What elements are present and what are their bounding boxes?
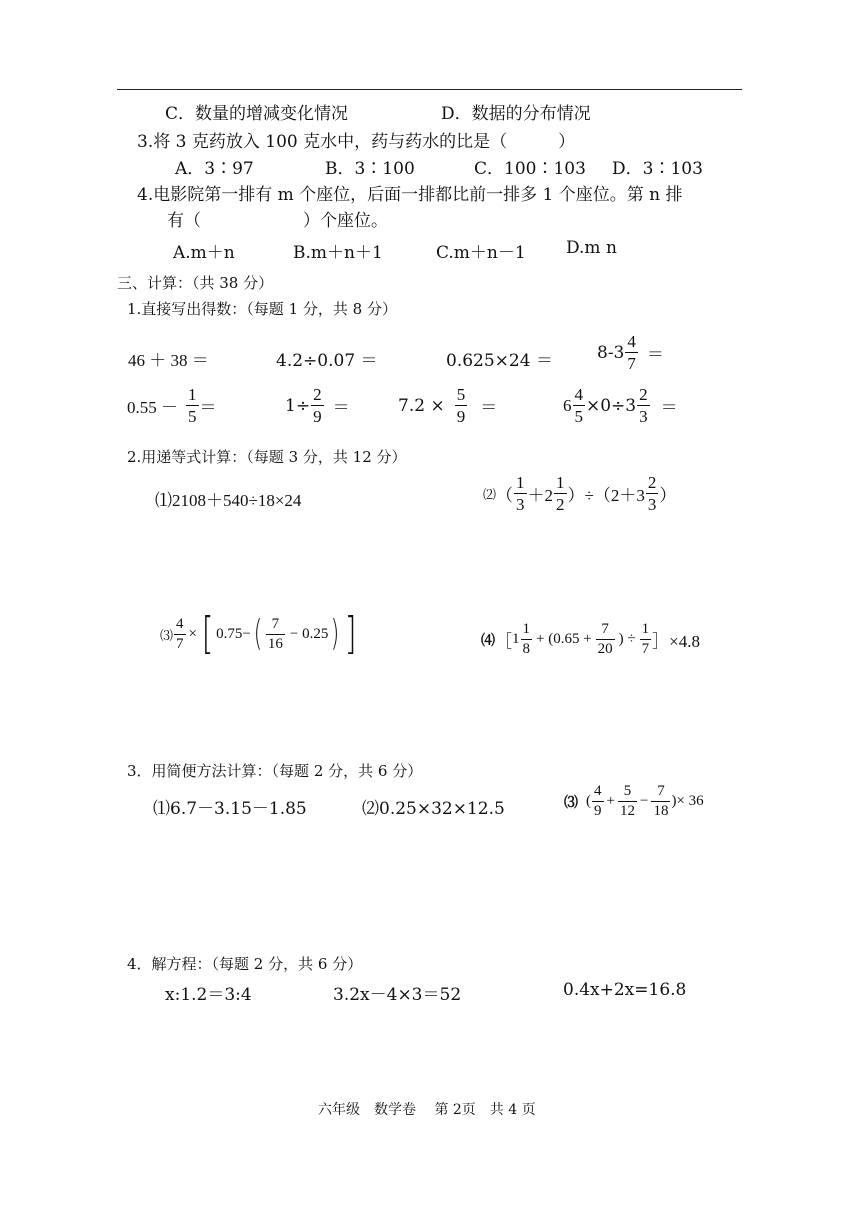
p1-expr-7-fraction (455, 386, 468, 425)
q2-option-c: C．数量的增减变化情况 (165, 104, 349, 124)
p1-expr-5-pre: 0.55 － (127, 398, 178, 417)
p3-expr-3-open: ( (586, 793, 591, 809)
p2-expr-2-fraction-2 (554, 474, 567, 513)
right-paren-icon: ) (331, 613, 340, 654)
numerator: 1 (641, 621, 650, 637)
p1-expr-7-pre: 7.2 × (398, 395, 445, 416)
part2-title: 2.用递等式计算：（每题 3 分，共 12 分） (127, 448, 407, 466)
p1-expr-8-fraction-2 (637, 386, 650, 425)
p1-expr-2: 4.2÷0.07 ＝ (276, 351, 378, 371)
p1-expr-4-fraction (625, 333, 638, 372)
p4-equation-3: 0.4x+2x=16.8 (563, 980, 687, 1000)
q3-option-d: D．3∶103 (612, 159, 703, 179)
denominator: 12 (619, 803, 635, 819)
p1-expr-7-post: ＝ (480, 398, 498, 418)
p1-expr-5-post: ＝ (199, 398, 217, 417)
p2-expr-4-label: ⑷ (481, 633, 495, 649)
p2-expr-2-plus: ＋2 (527, 486, 554, 505)
numerator: 1 (522, 621, 530, 637)
q4-option-b: B.m＋n＋1 (293, 243, 383, 263)
numerator: 5 (623, 783, 632, 799)
section-three-title: 三、计算：（共 38 分） (117, 274, 274, 292)
p3-expr-3-label: ⑶ (564, 795, 578, 811)
p2-expr-3 (160, 608, 360, 659)
p2-expr-2-open: （ (496, 486, 514, 505)
p1-expr-6-post: ＝ (332, 398, 350, 418)
part4-title: 4．解方程：（每题 2 分，共 6 分） (127, 955, 363, 973)
q2-option-d: D．数据的分布情况 (441, 104, 591, 124)
p4-equation-2: 3.2x－4×3＝52 (333, 985, 462, 1005)
p2-expr-4-whole: 1 (512, 631, 520, 647)
denominator: 5 (574, 407, 583, 426)
p2-expr-2-label: ⑵ (483, 487, 497, 502)
p1-expr-7 (398, 386, 497, 425)
p3-expr-2: ⑵0.25×32×12.5 (362, 799, 505, 819)
p1-expr-8-fraction-1 (573, 386, 586, 425)
denominator: 7 (641, 641, 650, 657)
numerator: 2 (639, 385, 648, 404)
numerator: 7 (657, 783, 665, 799)
p2-expr-3-label: ⑶ (160, 627, 174, 643)
numerator: 1 (188, 385, 197, 404)
q4-option-d: D.m n (566, 238, 617, 258)
numerator: 2 (313, 385, 322, 404)
p3-expr-3-fraction-3 (651, 784, 670, 819)
q4-text-line1: 4.电影院第一排有 m 个座位，后面一排都比前一排多 1 个座位。第 n 排 (137, 185, 683, 205)
p2-expr-2-fraction-1 (514, 474, 527, 513)
p1-expr-4-post: ＝ (646, 345, 664, 365)
p3-expr-3-minus: − (639, 793, 649, 809)
p1-expr-8-whole: 6 (563, 395, 572, 415)
numerator: 1 (556, 473, 565, 492)
p1-expr-1: 46 ＋ 38 ＝ (128, 351, 209, 370)
p2-expr-3-fraction-2 (266, 617, 285, 652)
q3-option-a: A．3∶97 (175, 159, 254, 179)
q4-text-line2: 有（ ）个座位。 (167, 211, 388, 231)
p3-expr-1: ⑴6.7－3.15－1.85 (153, 799, 307, 819)
numerator: 4 (594, 783, 602, 799)
page-footer: 六年级 数学卷 第 2页 共 4 页 (318, 1102, 536, 1118)
p2-expr-3-b: − 0.25 (289, 625, 329, 642)
p2-expr-2-end: ） (659, 486, 677, 505)
q3-option-c: C．100∶103 (474, 159, 586, 179)
numerator: 7 (601, 621, 609, 637)
q4-option-a: A.m＋n (173, 243, 235, 263)
p2-expr-2-fraction-3 (646, 474, 659, 513)
q3-option-b: B．3∶100 (325, 159, 415, 179)
denominator: 2 (556, 495, 565, 514)
p2-expr-4-fraction-1 (521, 622, 533, 657)
denominator: 9 (313, 407, 322, 426)
p2-expr-3-times: × (188, 625, 197, 642)
p1-expr-8-mid: ×0÷3 (586, 395, 637, 416)
numerator: 7 (271, 615, 280, 632)
p1-expr-6 (285, 386, 350, 425)
part3-title: 3．用简便方法计算：（每题 2 分，共 6 分） (127, 762, 423, 780)
p2-expr-2-close: ）÷（2＋3 (567, 486, 645, 505)
denominator: 9 (594, 803, 602, 819)
p1-expr-6-pre: 1÷ (285, 395, 311, 416)
p3-expr-3-fraction-2 (618, 784, 637, 819)
p1-expr-5 (127, 386, 217, 425)
numerator: 2 (647, 473, 657, 492)
q4-option-c: C.m＋n－1 (436, 243, 526, 263)
left-bracket-icon: [ (201, 608, 214, 659)
p2-expr-4-fraction-3 (640, 622, 652, 657)
denominator: 3 (639, 407, 648, 426)
p1-expr-8 (563, 386, 678, 425)
denominator: 20 (597, 641, 613, 657)
left-paren-icon: ( (253, 613, 263, 654)
right-bracket-icon: ] (345, 608, 358, 659)
numerator: 1 (516, 473, 525, 492)
p1-expr-5-fraction (186, 386, 199, 425)
numerator: 4 (574, 385, 583, 404)
p1-expr-6-fraction (311, 386, 324, 425)
denominator: 7 (176, 635, 184, 652)
p3-expr-3-plus: + (606, 793, 615, 809)
p1-expr-3: 0.625×24 ＝ (446, 351, 553, 371)
numerator: 5 (456, 385, 466, 404)
denominator: 9 (456, 407, 466, 426)
denominator: 8 (522, 641, 530, 657)
denominator: 5 (188, 407, 197, 426)
denominator: 3 (516, 495, 525, 514)
p1-expr-4-pre: 8-3 (597, 342, 625, 363)
q3-text: 3.将 3 克药放入 100 克水中，药与药水的比是（ ） (137, 132, 576, 152)
denominator: 7 (627, 354, 636, 373)
denominator: 3 (647, 495, 657, 514)
numerator: 4 (627, 332, 636, 351)
p1-expr-8-post: ＝ (660, 398, 678, 418)
p2-expr-4-open: ［ (495, 632, 512, 651)
p2-expr-1: ⑴2108＋540÷18×24 (155, 491, 302, 510)
p2-expr-4-a: + (0.65 + (536, 631, 592, 647)
p2-expr-4-fraction-2 (596, 622, 615, 657)
p2-expr-4-b: ) ÷ (618, 631, 636, 647)
p2-expr-4 (481, 622, 700, 657)
p3-expr-3 (564, 784, 704, 819)
p2-expr-2 (483, 474, 676, 513)
numerator: 4 (176, 615, 184, 632)
p2-expr-3-fraction-1 (174, 617, 186, 652)
denominator: 16 (267, 635, 283, 652)
part1-title: 1.直接写出得数：（每题 1 分，共 8 分） (127, 300, 397, 318)
denominator: 18 (653, 803, 669, 819)
top-rule (117, 89, 742, 90)
p1-expr-4 (597, 333, 664, 372)
p4-equation-1: x:1.2＝3:4 (165, 985, 252, 1005)
p2-expr-4-end: ］×4.8 (652, 632, 700, 651)
p2-expr-3-a: 0.75− (216, 625, 251, 642)
p3-expr-3-end: )× 36 (671, 793, 704, 809)
p3-expr-3-fraction-1 (592, 784, 604, 819)
